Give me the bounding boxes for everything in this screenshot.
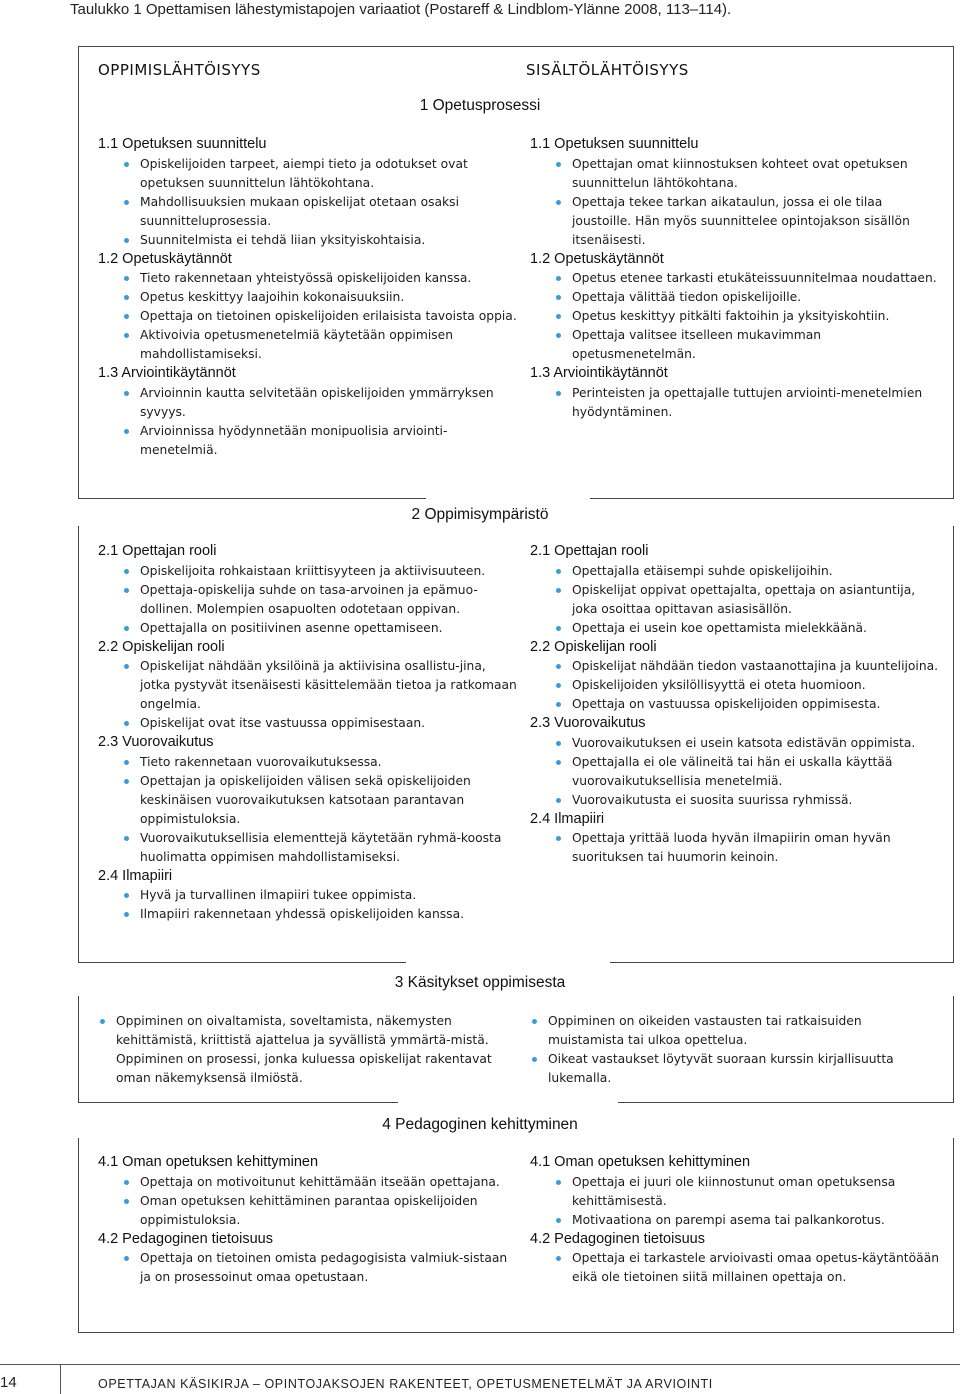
list-item: Opiskelijoiden tarpeet, aiempi tieto ja odotukset ovat opetuksen suunnittelun lähtökohtana. xyxy=(122,155,518,193)
list-item: Opettaja ei juuri ole kiinnostunut oman opetuksensa kehittämisestä. xyxy=(554,1173,940,1211)
table-caption: Taulukko 1 Opettamisen lähestymistapojen variaatiot (Postareff & Lindblom-Ylänne 2008, 113–114). xyxy=(70,1,732,18)
subsection-title: 1.1 Opetuksen suunnittelu xyxy=(98,136,267,152)
footer-title: OPETTAJAN KÄSIKIRJA – OPINTOJAKSOJEN RAKENTEET, OPETUSMENETELMÄT JA ARVIOINTI xyxy=(98,1377,713,1391)
bullet-list xyxy=(554,1249,940,1287)
bullet-list xyxy=(122,384,518,460)
list-item: Opettaja ei tarkastele arvioivasti omaa opetus-käytäntöään eikä ole tietoinen siitä millainen opettaja on. xyxy=(554,1249,940,1287)
bullet-list xyxy=(122,657,518,733)
list-item: Opettaja ei usein koe opettamista mielekkäänä. xyxy=(554,619,940,638)
list-item: Perinteisten ja opettajalle tuttujen arviointi-menetelmien hyödyntäminen. xyxy=(554,384,940,422)
bullet-list xyxy=(122,1249,518,1287)
section-4-right-column xyxy=(530,1153,940,1287)
list-item: Hyvä ja turvallinen ilmapiiri tukee oppimista. xyxy=(122,886,518,905)
section-3-right-column xyxy=(506,1012,936,1088)
bottom-border xyxy=(78,1332,954,1333)
list-item: Aktivoivia opetusmenetelmiä käytetään oppimisen mahdollistamiseksi. xyxy=(122,326,518,364)
section-1-right-column xyxy=(530,135,940,422)
list-item: Opettaja on motivoitunut kehittämään itseään opettajana. xyxy=(122,1173,518,1192)
subsection-title: 4.2 Pedagoginen tietoisuus xyxy=(98,1230,273,1247)
bullet-list xyxy=(554,155,940,250)
list-item: Opettaja on tietoinen opiskelijoiden erilaisista tavoista oppia. xyxy=(122,307,518,326)
list-item: Opettaja on vastuussa opiskelijoiden oppimisesta. xyxy=(554,695,940,714)
list-item: Opiskelijat nähdään tiedon vastaanottajina ja kuuntelijoina. xyxy=(554,657,940,676)
list-item: Suunnitelmista ei tehdä liian yksityiskohtaisia. xyxy=(122,231,518,250)
list-item: Opiskelijat oppivat opettajalta, opettaja on asiantuntija, joka osoittaa opittavan asiasisällön. xyxy=(554,581,940,619)
section-heading: 3 Käsitykset oppimisesta xyxy=(0,973,960,993)
list-item: Ilmapiiri rakennetaan yhdessä opiskelijoiden kanssa. xyxy=(122,905,518,924)
list-item: Opettajan ja opiskelijoiden välisen sekä opiskelijoiden keskinäisen vuorovaikutuksen katsotaan parantavan oppimistuloksia. xyxy=(122,772,518,829)
column-heading-right: SISÄLTÖLÄHTÖISYYS xyxy=(526,61,689,79)
divider-right xyxy=(590,498,954,499)
bullet-list xyxy=(122,155,518,250)
subsection-title: 1.2 Opetuskäytännöt xyxy=(530,250,664,267)
subsection-title: 1.3 Arviointikäytännöt xyxy=(530,365,668,381)
list-item: Opiskelijat ovat itse vastuussa oppimisestaan. xyxy=(122,714,518,733)
subsection-title: 2.3 Vuorovaikutus xyxy=(530,715,646,731)
list-item: Opetus keskittyy pitkälti faktoihin ja yksityiskohtiin. xyxy=(554,307,940,326)
list-item: Oppiminen on oikeiden vastausten tai ratkaisuiden muistamista tai ulkoa opettelua. xyxy=(530,1012,936,1050)
list-item: Opettajan omat kiinnostuksen kohteet ovat opetuksen suunnittelun lähtökohtana. xyxy=(554,155,940,193)
section-4-left-column xyxy=(98,1153,518,1287)
bullet-list xyxy=(554,384,940,422)
bullet-list xyxy=(554,562,940,638)
divider-right xyxy=(618,1102,954,1103)
bullet-list xyxy=(122,753,518,867)
subsection-title: 2.2 Opiskelijan rooli xyxy=(530,638,657,655)
subsection-title: 1.3 Arviointikäytännöt xyxy=(98,365,236,381)
bullet-list xyxy=(554,269,940,364)
bullet-list xyxy=(122,886,518,924)
list-item: Oikeat vastaukset löytyvät suoraan kurssin kirjallisuutta lukemalla. xyxy=(530,1050,936,1088)
list-item: Tieto rakennetaan vuorovaikutuksessa. xyxy=(122,753,518,772)
subsection-title: 2.2 Opiskelijan rooli xyxy=(98,638,225,655)
bullet-list xyxy=(122,1173,518,1230)
subsection-title: 1.1 Opetuksen suunnittelu xyxy=(530,136,699,152)
list-item: Opiskelijoiden yksilöllisyyttä ei oteta huomioon. xyxy=(554,676,940,695)
section-heading: 2 Oppimisympäristö xyxy=(0,505,960,525)
bullet-list xyxy=(554,734,940,810)
section-2-right-column xyxy=(530,542,940,867)
list-item: Opettajalla on positiivinen asenne opettamiseen. xyxy=(122,619,518,638)
column-heading-left: OPPIMISLÄHTÖISYYS xyxy=(98,61,261,79)
bullet-list xyxy=(554,657,940,714)
list-item: Oppiminen on oivaltamista, soveltamista, näkemysten kehittämistä, kriittistä ajattelua ja syvällistä ymmärtä-mistä. Oppiminen on prosessi, jonka kuluessa opiskelijat rakentavat oman näkemyksensä ilmiöstä. xyxy=(98,1012,514,1088)
divider-left xyxy=(78,1102,398,1103)
footer-rule xyxy=(0,1364,960,1365)
divider-left xyxy=(78,962,406,963)
subsection-title: 2.1 Opettajan rooli xyxy=(98,543,217,559)
bullet-list xyxy=(122,269,518,364)
list-item: Opettajalla etäisempi suhde opiskelijoihin. xyxy=(554,562,940,581)
list-item: Opettaja-opiskelija suhde on tasa-arvoinen ja epämuo-dollinen. Molempien osapuolten odotetaan oppivan. xyxy=(122,581,518,619)
list-item: Opettaja yrittää luoda hyvän ilmapiirin oman hyvän suorituksen tai huumorin keinoin. xyxy=(554,829,940,867)
list-item: Vuorovaikutusta ei suosita suurissa ryhmissä. xyxy=(554,791,940,810)
subsection-title: 4.1 Oman opetuksen kehittyminen xyxy=(530,1154,751,1170)
section-2-left-column xyxy=(98,542,518,924)
divider-left xyxy=(78,498,426,499)
list-item: Arvioinnin kautta selvitetään opiskelijoiden ymmärryksen syvyys. xyxy=(122,384,518,422)
bullet-list xyxy=(98,1012,514,1088)
list-item: Opettajalla ei ole välineitä tai hän ei uskalla käyttää vuorovaikutuksellisia menetelmiä. xyxy=(554,753,940,791)
list-item: Mahdollisuuksien mukaan opiskelijat otetaan osaksi suunnitteluprosessia. xyxy=(122,193,518,231)
bullet-list xyxy=(554,829,940,867)
bullet-list xyxy=(122,562,518,638)
list-item: Opetus etenee tarkasti etukäteissuunnitelmaa noudattaen. xyxy=(554,269,940,288)
list-item: Opettaja välittää tiedon opiskelijoille. xyxy=(554,288,940,307)
subsection-title: 4.2 Pedagoginen tietoisuus xyxy=(530,1230,705,1247)
list-item: Opiskelijat nähdään yksilöinä ja aktiivisina osallistu-jina, jotka pystyvät itsenäisesti käsittelemään tietoa ja ratkomaan ongelmia. xyxy=(122,657,518,714)
subsection-title: 2.4 Ilmapiiri xyxy=(98,867,173,884)
subsection-title: 2.1 Opettajan rooli xyxy=(530,543,649,559)
footer-divider xyxy=(60,1364,61,1394)
list-item: Vuorovaikutuksen ei usein katsota edistävän oppimista. xyxy=(554,734,940,753)
section-heading: 1 Opetusprosessi xyxy=(0,96,960,116)
list-item: Opettaja on tietoinen omista pedagogisista valmiuk-sistaan ja on prosessoinut omaa opetustaan. xyxy=(122,1249,518,1287)
section-1-left-column xyxy=(98,135,518,460)
list-item: Arvioinnissa hyödynnetään monipuolisia arviointi-menetelmiä. xyxy=(122,422,518,460)
subsection-title: 1.2 Opetuskäytännöt xyxy=(98,250,232,267)
bullet-list xyxy=(554,1173,940,1230)
list-item: Opettaja valitsee itselleen mukavimman opetusmenetelmän. xyxy=(554,326,940,364)
list-item: Motivaationa on parempi asema tai palkankorotus. xyxy=(554,1211,940,1230)
subsection-title: 2.3 Vuorovaikutus xyxy=(98,734,214,750)
subsection-title: 4.1 Oman opetuksen kehittyminen xyxy=(98,1154,319,1170)
list-item: Oman opetuksen kehittäminen parantaa opiskelijoiden oppimistuloksia. xyxy=(122,1192,518,1230)
section-3-left-column xyxy=(74,1012,514,1088)
section-heading: 4 Pedagoginen kehittyminen xyxy=(0,1115,960,1135)
list-item: Vuorovaikutuksellisia elementtejä käytetään ryhmä-koosta huolimatta oppimisen mahdollistamiseksi. xyxy=(122,829,518,867)
list-item: Tieto rakennetaan yhteistyössä opiskelijoiden kanssa. xyxy=(122,269,518,288)
bullet-list xyxy=(530,1012,936,1088)
subsection-title: 2.4 Ilmapiiri xyxy=(530,810,605,827)
page-number: 14 xyxy=(0,1374,17,1391)
list-item: Opiskelijoita rohkaistaan kriittisyyteen ja aktiivisuuteen. xyxy=(122,562,518,581)
list-item: Opetus keskittyy laajoihin kokonaisuuksiin. xyxy=(122,288,518,307)
list-item: Opettaja tekee tarkan aikataulun, jossa ei ole tilaa joustoille. Hän myös suunnittelee opintojakson sisällön itsenäisesti. xyxy=(554,193,940,250)
divider-right xyxy=(610,962,954,963)
